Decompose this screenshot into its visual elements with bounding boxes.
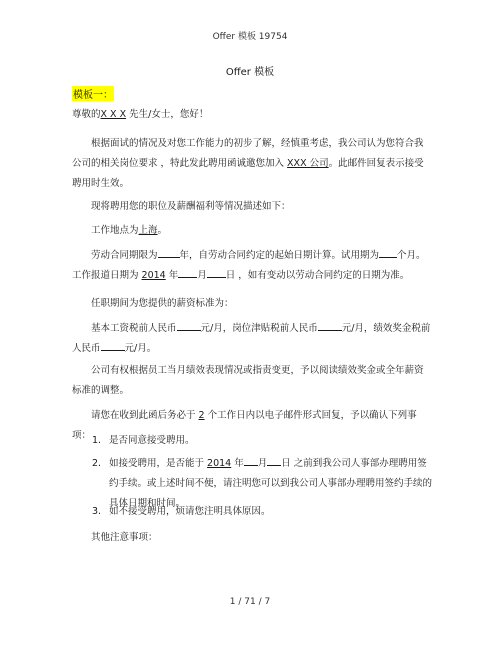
reply-b: 个工作日内以电子邮件形式回复，予以确认下列事项： (72, 410, 417, 441)
contract-c: 个月。工作报道日期为 (72, 250, 426, 281)
contract-e: 月 (197, 270, 207, 281)
contract-b: 年，自劳动合同约定的起始日期计算。试用期为 (179, 250, 380, 261)
greeting-line (72, 105, 432, 125)
work-location (72, 221, 432, 241)
bonus-blank (101, 340, 125, 351)
contract-a: 劳动合同期限为 (91, 250, 158, 261)
greeting-suffix: 先生/女士，您好！ (129, 109, 209, 120)
intro-part1: 根据面试的情况及对您工作能力的初步了解，经慎重考虑，我公司认为您符合我公司的相关岗位要求 ，特此发此聘用函诚邀您加入 (72, 138, 424, 169)
candidate-name: X X X (100, 109, 127, 120)
location-end: 。 (157, 225, 168, 236)
item2-day-blank (267, 455, 281, 466)
salary-paragraph (72, 319, 432, 359)
item2-c: 月 (257, 458, 268, 469)
page-number: 1 / 71 / 7 (229, 597, 271, 607)
allowance-blank (318, 320, 342, 331)
greeting-prefix: 尊敬的 (72, 109, 101, 120)
location-label: 工作地点为 (91, 225, 139, 236)
page-header: Offer 模板 19754 (212, 32, 288, 42)
salary-d: 元/月。 (124, 343, 157, 354)
company-name: XXX 公司 (287, 158, 329, 169)
item2-year: 2014 (207, 458, 232, 469)
contract-f: 日 ，如有变动以劳动合同约定的日期为准。 (225, 270, 410, 281)
base-salary-blank (177, 320, 201, 331)
salary-c: 元/月，绩效奖金税前人民币 (72, 323, 431, 354)
item2-d: 日 之前到我公司人事部办理聘用签约手续。或上述时间不便，请注明您可以到我公司人事部办理聘用签约手续的具体日期和时间。 (109, 458, 433, 509)
contract-d: 年 (165, 270, 179, 281)
location-city: 上海 (138, 225, 158, 236)
list-text: 是否同意接受聘用。 (109, 435, 195, 446)
adjust-paragraph: 公司有权根据员工当月绩效表现情况或指责变更，予以阅读绩效奖金或全年薪资标准的调整。 (72, 365, 424, 396)
list-number: 3. (92, 506, 102, 517)
report-year: 2014 (141, 270, 166, 281)
item2-a: 如接受聘用，是否能于 (109, 458, 208, 469)
salary-b: 元/月，岗位津贴税前人民币 (200, 323, 318, 334)
list-text: 如不接受聘用，烦请您注明具体原因。 (109, 506, 271, 517)
item2-b: 年 (231, 458, 244, 469)
probation-months-blank (379, 247, 397, 258)
report-day-blank (207, 267, 226, 278)
intro-part2: 。此邮件回复表示接受聘用时生效。 (72, 158, 424, 189)
salary-a: 基本工资税前人民币 (91, 323, 177, 334)
reply-days: 2 (198, 410, 205, 421)
item2-month-blank (244, 455, 258, 466)
intro-paragraph (72, 134, 432, 194)
list-number: 2. (92, 458, 102, 469)
list-number: 1. (92, 435, 102, 446)
contract-paragraph (72, 246, 432, 286)
list-item (92, 502, 432, 522)
template-highlight-label: 模板一： (72, 86, 114, 101)
document-title: Offer 模板 (225, 67, 275, 78)
other-notes-heading: 其他注意事项： (91, 532, 158, 543)
list-item (92, 431, 432, 451)
report-month-blank (178, 267, 197, 278)
salary-intro: 任职期间为您提供的薪资标准为： (91, 298, 234, 309)
contract-years-blank (158, 247, 180, 258)
position-intro: 现将聘用您的职位及薪酬福利等情况描述如下： (91, 201, 291, 212)
reply-a: 请您在收到此函后务必于 (91, 410, 199, 421)
